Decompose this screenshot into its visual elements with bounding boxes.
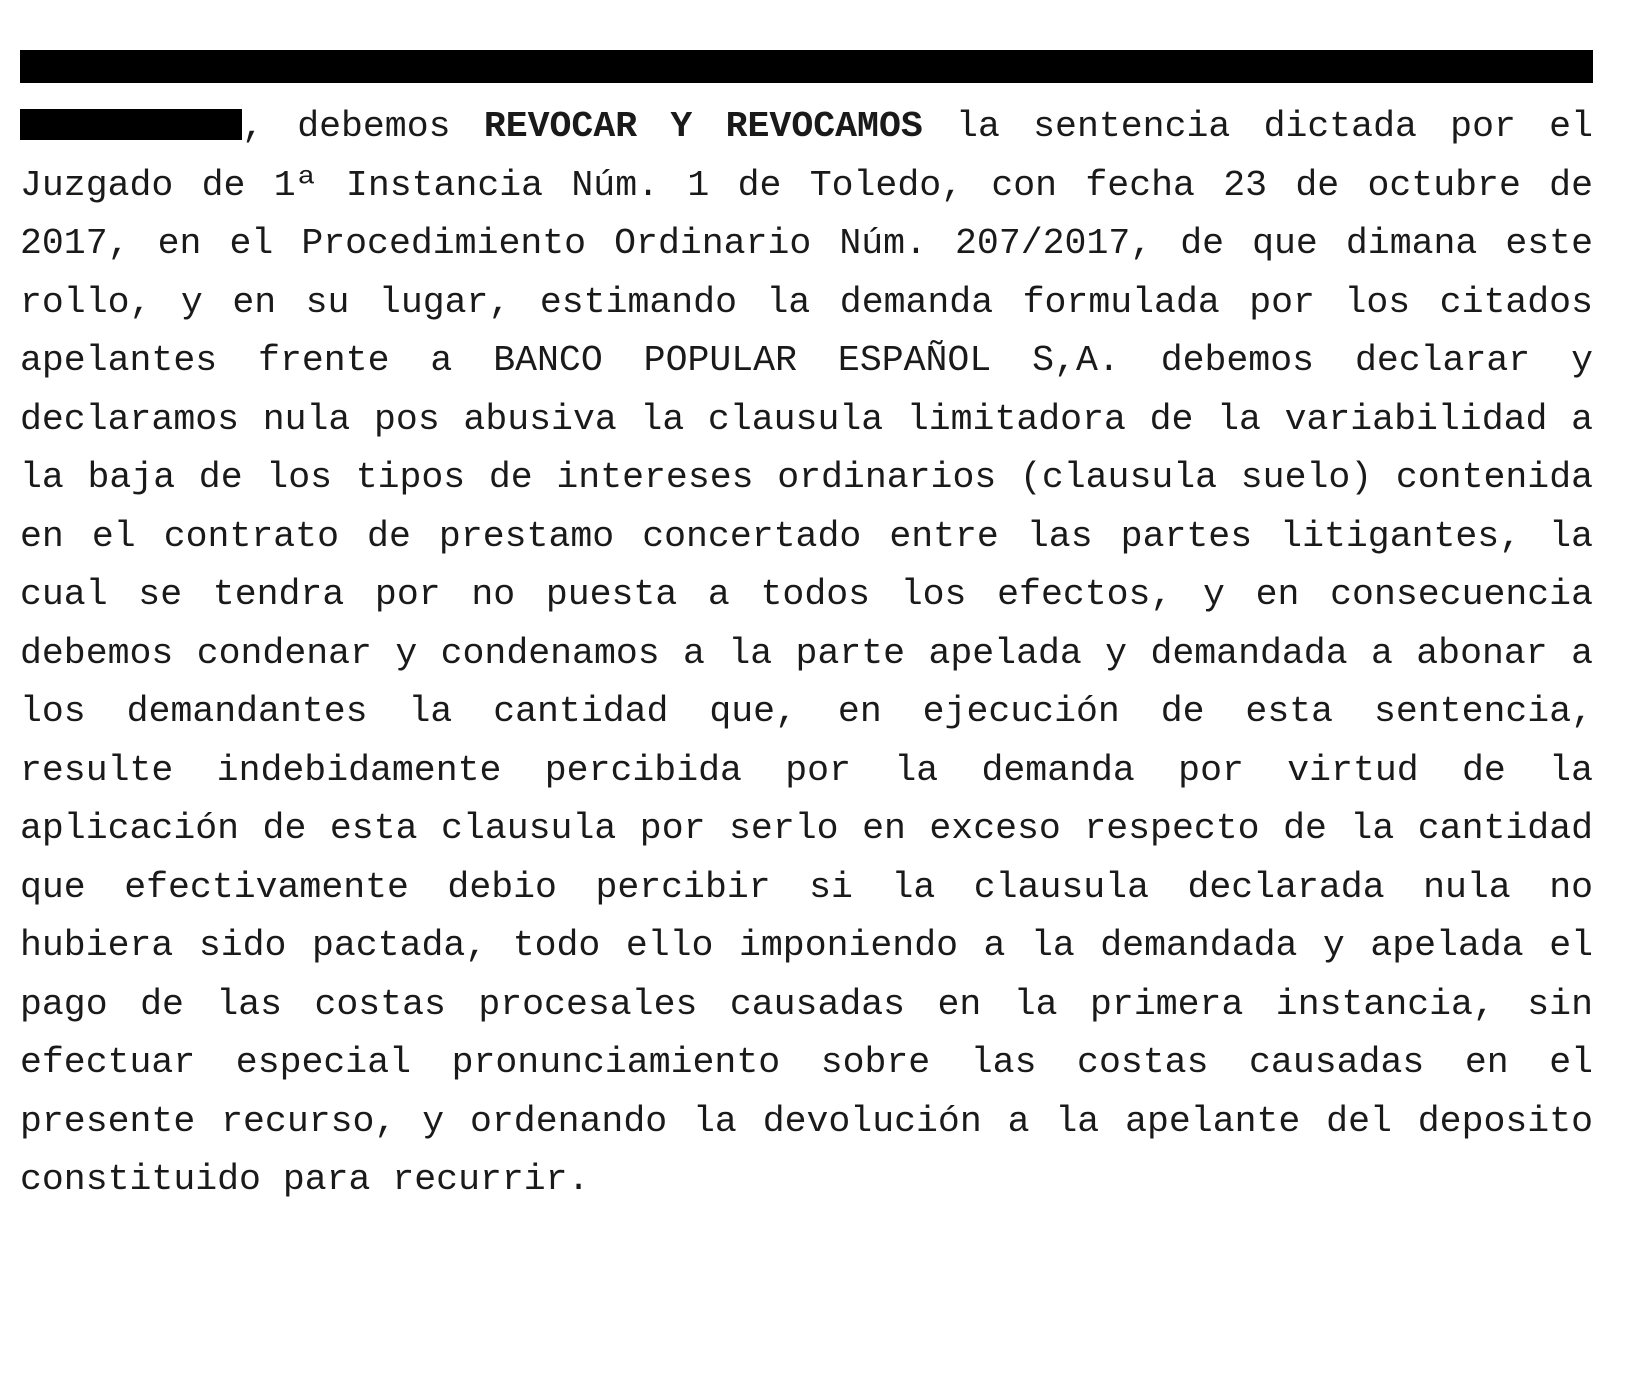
text-segment-1: , debemos [242,106,484,147]
bold-ruling-phrase: REVOCAR Y REVOCAMOS [483,106,923,147]
text-segment-2: la sentencia dictada por el Juzgado de 1ª Instancia Núm. 1 de Toledo, con fecha 23 de octubre de 2017, en el Procedimiento Ordinario Núm. 207/2017, de que dimana este rollo, y en su lugar, estimando la demanda formulada por los citados apelantes frente a BANCO POPULAR ESPAÑOL S,A. debemos declarar y declaramos nula pos abusiva la clausula limitadora de la variabilidad a la baja de los tipos de intereses ordinarios (clausula suelo) contenida en el contrato de prestamo concertado entre las partes litigantes, la cual se tendra por no puesta a todos los efectos, y en consecuencia debemos condenar y condenamos a la parte apelada y demandada a abonar a los demandantes la cantidad que, en ejecución de esta sentencia, resulte indebidamente percibida por la demanda por virtud de la aplicación de esta clausula por serlo en exceso respecto de la cantidad que efectivamente debio percibir si la clausula declarada nula no hubiera sido pactada, todo ello imponiendo a la demandada y apelada el pago de las costas procesales causadas en la primera instancia, sin efectuar especial pronunciamiento sobre las costas causadas en el presente recurso, y ordenando la devolución a la apelante del deposito constituido para recurrir. [20,106,1593,1200]
redaction-bar [20,50,1593,83]
document-page [20,50,1593,1246]
inline-redaction [20,109,242,140]
judgment-paragraph [20,98,1593,1210]
